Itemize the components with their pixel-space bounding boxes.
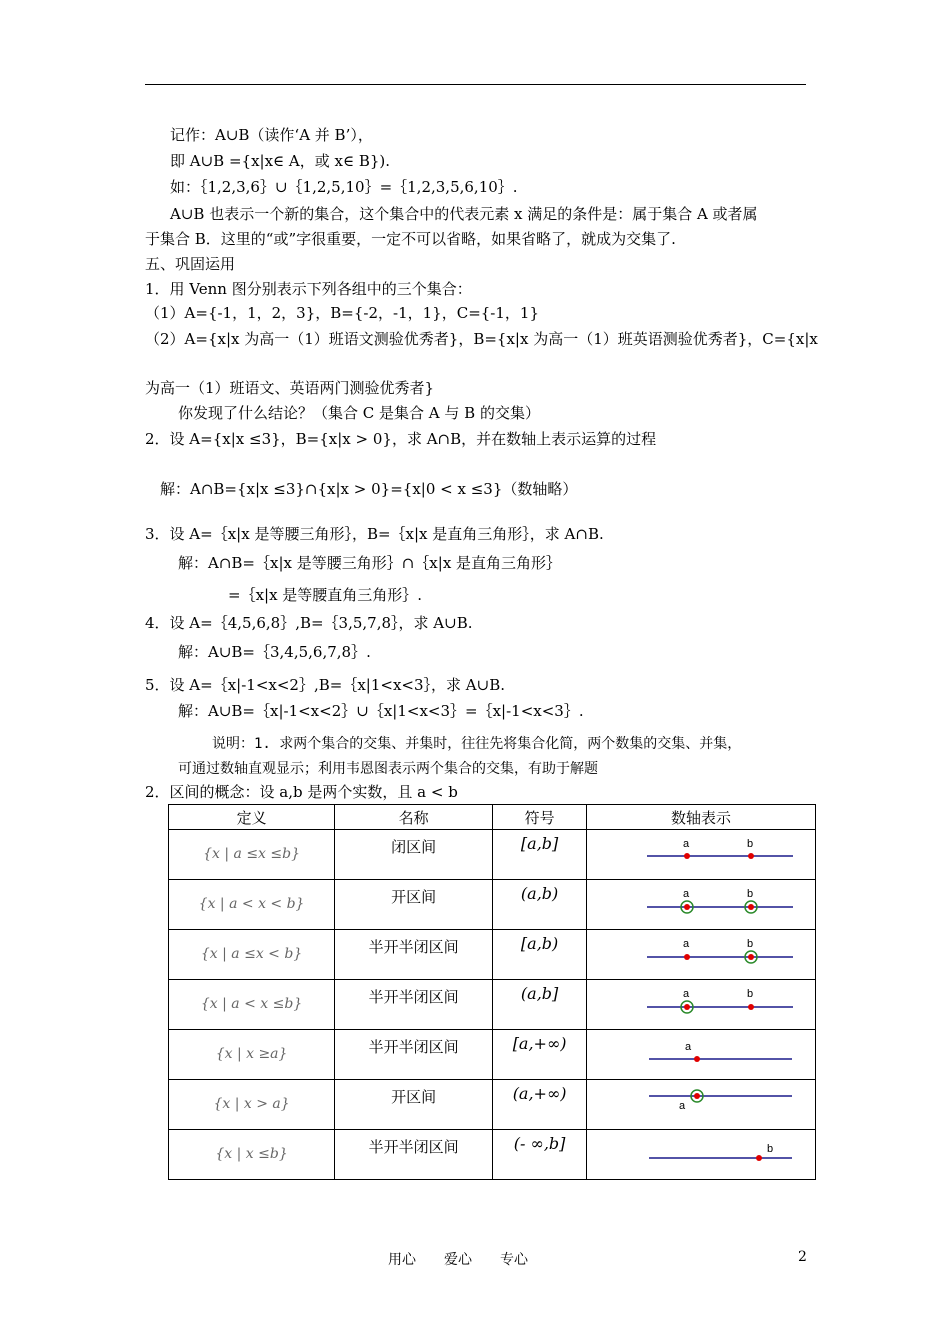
interval-name: 半开半闭区间 xyxy=(368,1038,459,1056)
table-row xyxy=(169,880,816,930)
number-line-ray-open xyxy=(587,1080,815,1129)
exercise-1-part-2: （2）A={x|x 为高一（1）班语文测验优秀者}，B={x|x 为高一（1）班英语测验优秀者}，C={x|x xyxy=(145,330,818,348)
interval-name: 半开半闭区间 xyxy=(368,1138,459,1156)
interval-symbol: (a,+∞) xyxy=(512,1084,567,1103)
exercise-5-solution: 解：A∪B=｛x|-1<x<2｝∪｛x|1<x<3｝=｛x|-1<x<3｝. xyxy=(178,702,584,720)
point-b xyxy=(748,1004,754,1010)
point-a xyxy=(684,853,690,859)
interval-symbol: (a,b) xyxy=(520,884,559,903)
interval-definition: {x | x ≥a} xyxy=(215,1046,288,1062)
interval-name: 闭区间 xyxy=(391,838,437,856)
exercise-3: 3．设 A=｛x|x 是等腰三角形｝，B=｛x|x 是直角三角形｝，求 A∩B. xyxy=(145,525,604,543)
exercise-4: 4．设 A=｛4,5,6,8｝,B=｛3,5,7,8｝，求 A∪B. xyxy=(145,614,473,632)
label-b: b xyxy=(746,988,754,1000)
text-line-1: 记作：A∪B（读作‘A 并 B’）， xyxy=(170,126,373,144)
header-number-line: 数轴表示 xyxy=(586,805,815,830)
label-a: a xyxy=(682,888,690,900)
interval-name: 开区间 xyxy=(391,1088,437,1106)
interval-symbol: [a,b] xyxy=(520,834,559,853)
text-line-2: 即 A∪B ={x|x∈ A，或 x∈ B}). xyxy=(170,152,391,170)
label-a: a xyxy=(678,1100,686,1112)
exercise-2-solution: 解：A∩B={x|x ≤3}∩{x|x > 0}={x|0 < x ≤3}（数轴略） xyxy=(160,480,578,498)
interval-name: 半开半闭区间 xyxy=(368,938,459,956)
interval-definition: {x | a ≤x ≤b} xyxy=(203,846,301,862)
section-heading: 五、巩固运用 xyxy=(145,255,236,273)
point-b xyxy=(748,954,754,960)
interval-definition: {x | a < x < b} xyxy=(198,896,305,912)
table-row xyxy=(169,830,816,880)
interval-table xyxy=(168,804,816,1180)
interval-name: 半开半闭区间 xyxy=(368,988,459,1006)
point-b xyxy=(748,853,754,859)
header-name: 名称 xyxy=(335,805,493,830)
interval-definition: {x | x ≤b} xyxy=(215,1146,288,1162)
table-header-row xyxy=(169,805,816,830)
text-line-4: A∪B 也表示一个新的集合，这个集合中的代表元素 x 满足的条件是：属于集合 A 或者属 xyxy=(170,205,758,223)
interval-definition: {x | a ≤x < b} xyxy=(200,946,303,962)
label-a: a xyxy=(682,988,690,1000)
point-a xyxy=(684,954,690,960)
exercise-1-part-2-cont: 为高一（1）班语文、英语两门测验优秀者} xyxy=(145,379,435,397)
text-line-3: 如：｛1,2,3,6｝∪｛1,2,5,10｝=｛1,2,3,5,6,10｝. xyxy=(170,178,518,196)
exercise-1-part-1: （1）A={-1，1，2，3}，B={-2，-1，1}，C={-1，1} xyxy=(145,304,540,322)
exercise-4-solution: 解：A∪B=｛3,4,5,6,7,8｝. xyxy=(178,643,371,661)
point-a xyxy=(694,1093,700,1099)
point-a xyxy=(684,904,690,910)
footer-text: 用心 爱心 专心 xyxy=(388,1252,528,1268)
interval-definition: {x | a < x ≤b} xyxy=(200,996,303,1012)
interval-name: 开区间 xyxy=(391,888,437,906)
point-b xyxy=(756,1155,762,1161)
exercise-2: 2．设 A={x|x ≤3}，B={x|x > 0}，求 A∩B，并在数轴上表示运算的过程 xyxy=(145,430,657,448)
label-b: b xyxy=(766,1143,774,1155)
label-a: a xyxy=(682,838,690,850)
number-line-ray-closed xyxy=(587,1030,815,1079)
interval-concept-heading: 2．区间的概念：设 a,b 是两个实数，且 a < b xyxy=(145,783,458,801)
table-row xyxy=(169,930,816,980)
header-definition: 定义 xyxy=(169,805,335,830)
number-line-closed xyxy=(587,830,815,879)
exercise-1: 1．用 Venn 图分别表示下列各组中的三个集合： xyxy=(145,280,472,298)
interval-symbol: [a,+∞) xyxy=(512,1034,567,1053)
label-b: b xyxy=(746,938,754,950)
label-b: b xyxy=(746,888,754,900)
point-b xyxy=(748,904,754,910)
label-a: a xyxy=(684,1041,692,1053)
interval-symbol: [a,b) xyxy=(520,934,559,953)
point-a xyxy=(694,1056,700,1062)
exercise-3-result: =｛x|x 是等腰直角三角形｝. xyxy=(228,586,423,604)
label-b: b xyxy=(746,838,754,850)
number-line-half-open-left xyxy=(587,980,815,1029)
point-a xyxy=(684,1004,690,1010)
number-line-open xyxy=(587,880,815,929)
table-row xyxy=(169,1030,816,1080)
number-line-ray-left xyxy=(587,1130,815,1179)
interval-symbol: (- ∞,b] xyxy=(513,1134,566,1153)
number-line-half-open-right xyxy=(587,930,815,979)
note-line-1: 说明：1. 求两个集合的交集、并集时，往往先将集合化简，两个数集的交集、并集， xyxy=(212,736,742,752)
exercise-5: 5．设 A=｛x|-1<x<2｝,B=｛x|1<x<3｝，求 A∪B. xyxy=(145,676,505,694)
exercise-3-solution: 解：A∩B=｛x|x 是等腰三角形｝∩｛x|x 是直角三角形｝ xyxy=(178,554,562,572)
label-a: a xyxy=(682,938,690,950)
exercise-1-conclusion: 你发现了什么结论？（集合 C 是集合 A 与 B 的交集） xyxy=(178,404,540,422)
note-line-2: 可通过数轴直观显示；利用韦恩图表示两个集合的交集，有助于解题 xyxy=(178,761,598,777)
table-row xyxy=(169,1130,816,1180)
interval-definition: {x | x > a} xyxy=(213,1096,290,1112)
interval-symbol: (a,b] xyxy=(520,984,559,1003)
text-line-5: 于集合 B．这里的“或”字很重要，一定不可以省略，如果省略了，就成为交集了. xyxy=(145,230,676,248)
header-rule xyxy=(145,84,806,85)
table-row xyxy=(169,1080,816,1130)
page-number: 2 xyxy=(798,1249,807,1265)
header-symbol: 符号 xyxy=(493,805,587,830)
table-row xyxy=(169,980,816,1030)
